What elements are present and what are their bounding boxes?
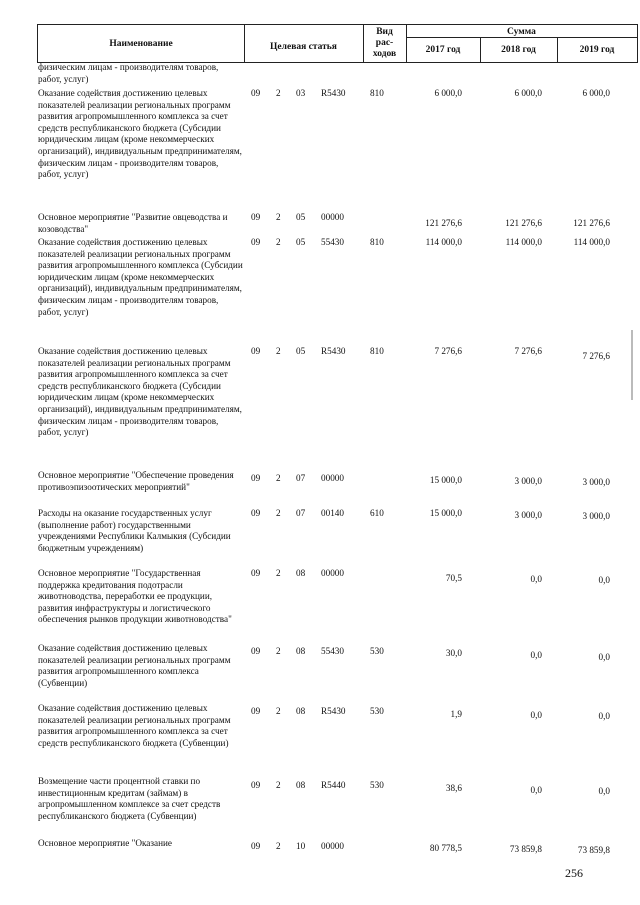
row-sum-2019: 3 000,0 — [582, 477, 610, 487]
row-code-b: 2 — [276, 568, 281, 578]
header-type-line3: ходов — [372, 49, 397, 59]
row-code-a: 09 — [251, 212, 261, 222]
row-sum-2017: 15 000,0 — [429, 508, 462, 518]
row-code-c: 05 — [296, 212, 306, 222]
row-code-b: 2 — [276, 346, 281, 356]
row-name: Возмещение части процентной ставки по инвестиционным кредитам (займам) в агропромышленном комплексе за счет средств республиканского бюджета (Субвенции) — [38, 776, 221, 821]
row-expense-type: 530 — [370, 646, 384, 656]
row-sum-2019: 114 000,0 — [573, 237, 610, 247]
row-sum-2017: 114 000,0 — [425, 237, 462, 247]
row-code-d: 00000 — [321, 473, 344, 483]
page-number: 256 — [565, 866, 583, 880]
row-code-d: R5440 — [321, 780, 346, 790]
row-sum-2019: 0,0 — [598, 575, 610, 585]
row-code-c: 08 — [296, 646, 306, 656]
row-sum-2017: 30,0 — [445, 648, 462, 658]
row-code-b: 2 — [276, 88, 281, 98]
row-code-a: 09 — [251, 88, 261, 98]
row-sum-2017: 38,6 — [445, 783, 462, 793]
row-name: Основное мероприятие "Обеспечение проведения противоэпизоотических мероприятий" — [38, 470, 234, 492]
row-code-b: 2 — [276, 646, 281, 656]
row-name: Оказание содействия достижению целевых показателей реализации региональных программ развития агропромышленного комплекса (Субвенции) — [38, 643, 231, 688]
row-name: Основное мероприятие "Оказание — [38, 838, 173, 848]
row-expense-type: 530 — [370, 780, 384, 790]
row-code-d: 55430 — [321, 646, 344, 656]
row-sum-2019: 6 000,0 — [582, 88, 610, 98]
row-code-d: 00000 — [321, 212, 344, 222]
row-expense-type: 810 — [370, 237, 384, 247]
row-code-c: 05 — [296, 346, 306, 356]
row-sum-2019: 0,0 — [598, 652, 610, 662]
row-code-c: 08 — [296, 568, 306, 578]
row-code-c: 03 — [296, 88, 306, 98]
row-expense-type: 610 — [370, 508, 384, 518]
row-sum-2017: 70,5 — [445, 573, 462, 583]
row-code-c: 10 — [296, 841, 306, 851]
row-code-c: 07 — [296, 473, 306, 483]
row-code-b: 2 — [276, 841, 281, 851]
row-sum-2017: 80 778,5 — [429, 843, 462, 853]
row-sum-2018: 0,0 — [530, 785, 542, 795]
row-sum-2017: 6 000,0 — [434, 88, 462, 98]
row-code-b: 2 — [276, 508, 281, 518]
row-code-b: 2 — [276, 706, 281, 716]
row-expense-type: 810 — [370, 88, 384, 98]
header-year-2019: 2019 год — [579, 45, 615, 55]
row-code-c: 08 — [296, 706, 306, 716]
row-name: Оказание содействия достижению целевых показателей реализации региональных программ развития агропромышленного комплекса за счет средств республиканского бюджета (Субвенции) — [38, 703, 231, 748]
row-code-a: 09 — [251, 508, 261, 518]
row-code-a: 09 — [251, 706, 261, 716]
row-sum-2019: 0,0 — [598, 786, 610, 796]
header-target: Целевая статья — [270, 42, 337, 52]
row-expense-type: 530 — [370, 706, 384, 716]
header-top-border — [37, 24, 638, 25]
row-code-d: R5430 — [321, 346, 346, 356]
row-code-c: 07 — [296, 508, 306, 518]
row-code-b: 2 — [276, 212, 281, 222]
row-code-b: 2 — [276, 237, 281, 247]
row-sum-2018: 7 276,6 — [514, 346, 542, 356]
row-code-c: 05 — [296, 237, 306, 247]
row-code-d: 00140 — [321, 508, 344, 518]
row-sum-2018: 114 000,0 — [505, 237, 542, 247]
sum-divider — [406, 37, 638, 38]
row-sum-2018: 6 000,0 — [514, 88, 542, 98]
row-sum-2017: 15 000,0 — [429, 475, 462, 485]
row-name: физическим лицам - производителям товаров, работ, услуг) — [38, 62, 219, 84]
row-sum-2019: 0,0 — [598, 711, 610, 721]
row-sum-2018: 0,0 — [530, 574, 542, 584]
header-name: Наименование — [109, 39, 173, 49]
row-code-d: R5430 — [321, 88, 346, 98]
row-name: Оказание содействия достижению целевых показателей реализации региональных программ развития агропромышленного комплекса за счет средств республиканского бюджета (Субсидии юридическим лицам (кроме некоммерческих организаций), индивидуальным предпринимателям, физическим лицам - производителям товаров, работ, услуг) — [38, 346, 242, 438]
row-sum-2019: 7 276,6 — [582, 351, 610, 361]
row-code-b: 2 — [276, 780, 281, 790]
row-expense-type: 810 — [370, 346, 384, 356]
row-code-d: 00000 — [321, 841, 344, 851]
row-name: Основное мероприятие "Развитие овцеводства и козоводства" — [38, 212, 228, 234]
row-code-a: 09 — [251, 568, 261, 578]
header-year-2018: 2018 год — [501, 45, 536, 55]
row-code-d: 00000 — [321, 568, 344, 578]
row-code-d: R5430 — [321, 706, 346, 716]
row-sum-2018: 3 000,0 — [514, 510, 542, 520]
row-sum-2019: 3 000,0 — [582, 511, 610, 521]
header-year-2017: 2017 год — [425, 45, 461, 55]
header-type-line2: рас- — [375, 38, 394, 48]
row-code-a: 09 — [251, 841, 261, 851]
row-sum-2018: 0,0 — [530, 710, 542, 720]
row-sum-2018: 121 276,6 — [505, 218, 542, 228]
row-code-a: 09 — [251, 346, 261, 356]
row-code-a: 09 — [251, 646, 261, 656]
row-name: Оказание содействия достижению целевых показателей реализации региональных программ развития агропромышленного комплекса за счет средств республиканского бюджета (Субсидии юридическим лицам (кроме некоммерческих организаций), индивидуальным предпринимателям, физическим лицам - производителям товаров, работ, услуг) — [38, 88, 242, 180]
header-sum: Сумма — [507, 27, 536, 37]
row-sum-2018: 3 000,0 — [514, 476, 542, 486]
row-code-d: 55430 — [321, 237, 344, 247]
row-code-a: 09 — [251, 473, 261, 483]
row-code-b: 2 — [276, 473, 281, 483]
row-code-c: 08 — [296, 780, 306, 790]
row-code-a: 09 — [251, 237, 261, 247]
header-right-border — [637, 24, 638, 62]
row-sum-2019: 121 276,6 — [573, 218, 610, 228]
row-sum-2017: 7 276,6 — [434, 346, 462, 356]
row-sum-2017: 1,9 — [450, 709, 462, 719]
row-name: Расходы на оказание государственных услуг (выполнение работ) государственными учреждениями Республики Калмыкия (Субсидии бюджетным учреждениям) — [38, 508, 231, 553]
row-sum-2019: 73 859,8 — [577, 845, 610, 855]
row-sum-2018: 73 859,8 — [509, 844, 542, 854]
row-code-a: 09 — [251, 780, 261, 790]
scan-edge-mark — [631, 330, 633, 400]
header-type-line1: Вид — [376, 27, 393, 37]
row-name: Оказание содействия достижению целевых показателей реализации региональных программ развития агропромышленного комплекса (Субсидии юридическим лицам (кроме некоммерческих организаций), индивидуальным предпринимателям, физическим лицам - производителям товаров, работ, услуг) — [38, 237, 243, 317]
row-sum-2017: 121 276,6 — [425, 218, 462, 228]
row-name: Основное мероприятие "Государственная поддержка кредитования подотрасли животноводства, переработки ее продукции, развития инфраструктуры и логистического обеспечения рынков продукции животноводства" — [38, 568, 232, 625]
row-sum-2018: 0,0 — [530, 650, 542, 660]
